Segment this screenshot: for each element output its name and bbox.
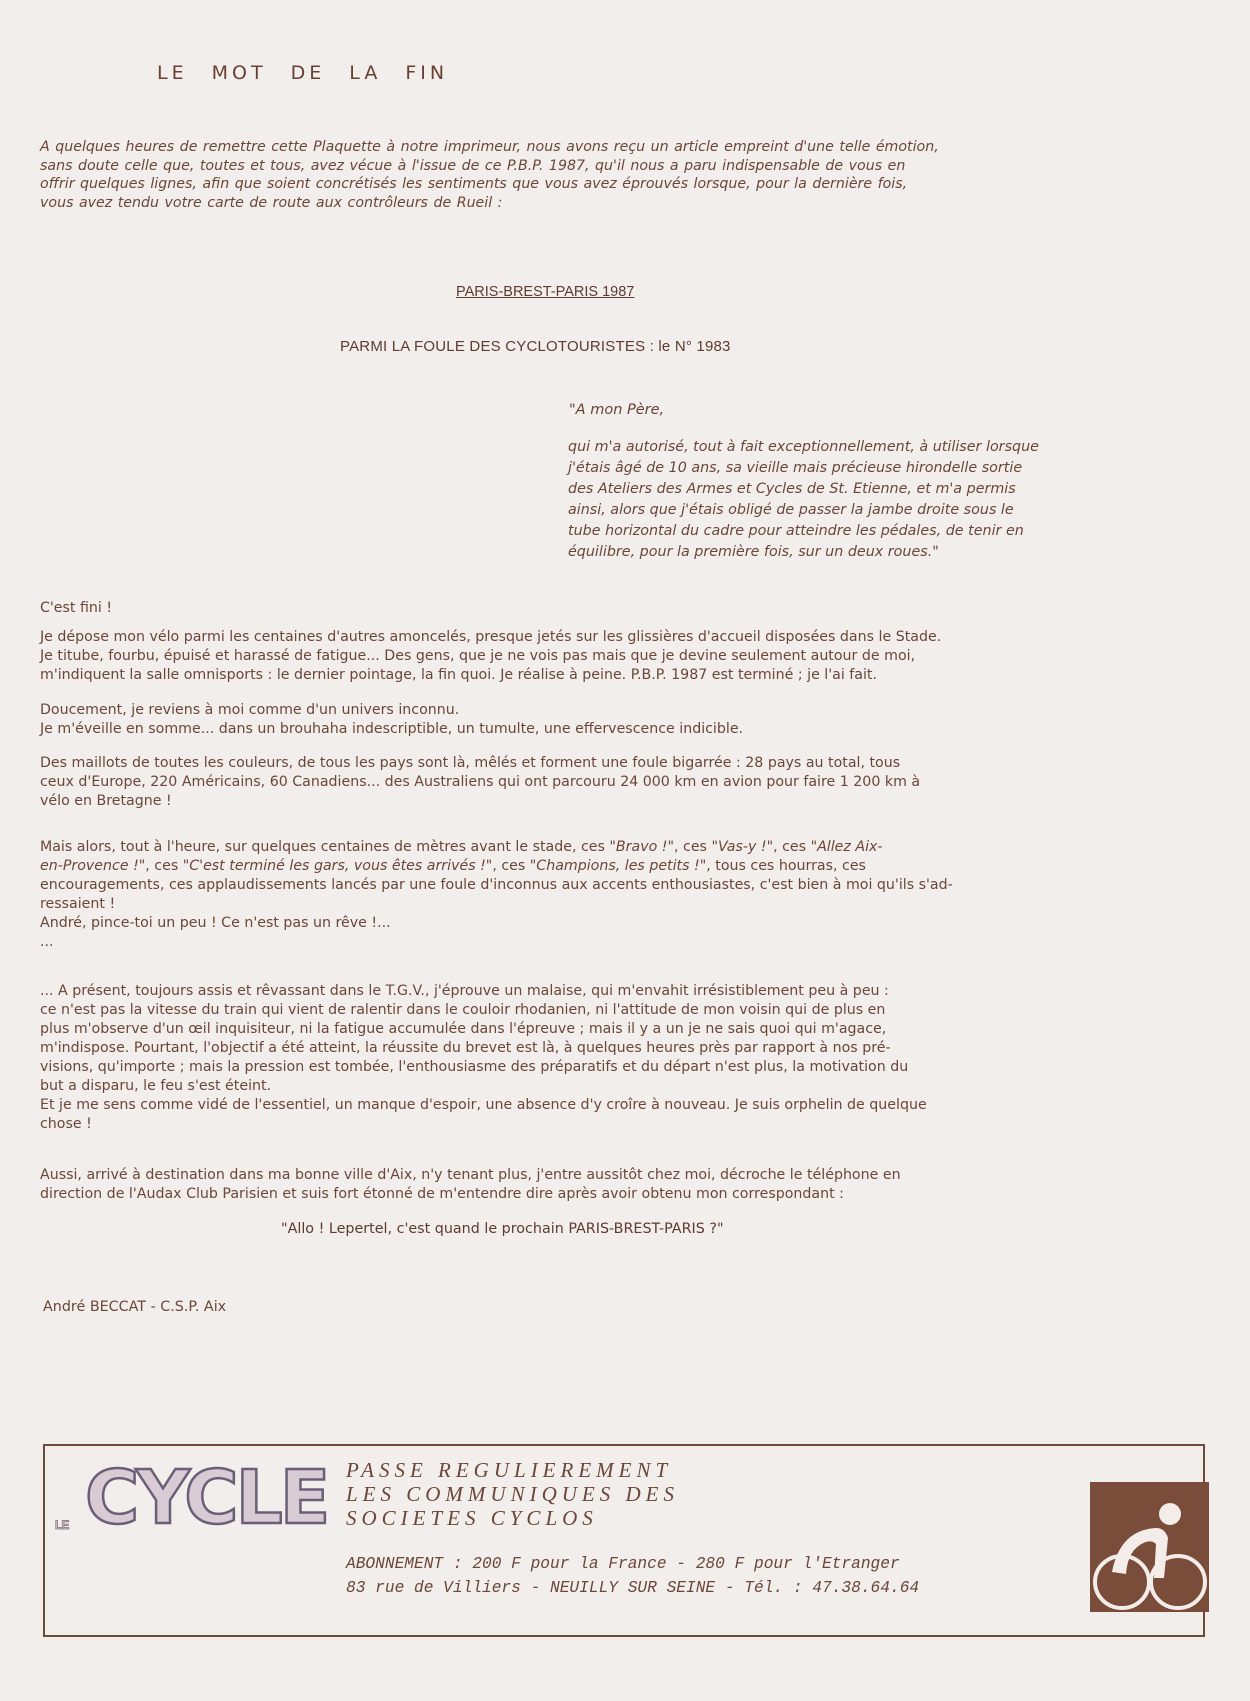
body-line [40,838,1190,857]
quote: "Allez Aix- [810,839,883,855]
body-line: ressaient ! [40,896,116,912]
body-line: Je dépose mon vélo parmi les centaines d'autres amoncelés, presque jetés sur les glissières d'accueil disposées dans le Stade. [40,629,942,645]
final-quote: "Allo ! Lepertel, c'est quand le prochain PARIS-BREST-PARIS ?" [281,1221,724,1237]
subscription-info: ABONNEMENT : 200 F pour la France - 280 F pour l'Etranger [346,1555,900,1573]
body-line: Des maillots de toutes les couleurs, de tous les pays sont là, mêlés et forment une foule bigarrée : 28 pays au total, tous [40,755,901,771]
intro-line: vous avez tendu votre carte de route aux contrôleurs de Rueil : [40,194,503,211]
text: , ces [492,858,530,874]
text: , ces [773,839,811,855]
intro-paragraph [40,138,1120,212]
body-line: vélo en Bretagne ! [40,793,172,809]
paragraph-cest-fini [40,599,1190,618]
text: , ces [674,839,712,855]
ad-contact-info [346,1552,919,1600]
paragraph-tgv [40,982,1190,1134]
dedication-line: j'étais âgé de 10 ans, sa vieille mais précieuse hirondelle sortie [568,460,1023,476]
tagline-line: LES COMMUNIQUES DES [346,1482,679,1506]
body-line [40,857,1190,876]
page-title: LE MOT DE LA FIN [157,62,449,84]
body-line: Doucement, je reviens à moi comme d'un univers inconnu. [40,702,460,718]
body-line: but a disparu, le feu s'est éteint. [40,1078,272,1094]
event-heading: PARIS-BREST-PARIS 1987 [456,284,635,300]
dedication-line: équilibre, pour la première fois, sur un deux roues." [568,544,939,560]
dedication-line: tube horizontal du cadre pour atteindre les pédales, de tenir en [568,523,1024,539]
intro-line: sans doute celle que, toutes et tous, avez vécue à l'issue de ce P.B.P. 1987, qu'il nous a paru indispensable de vous en [40,157,906,174]
body-line: plus m'observe d'un œil inquisiteur, ni la fatigue accumulée dans l'épreuve ; mais il y a un je ne sais quoi qui m'agace, [40,1021,887,1037]
ad-tagline [346,1458,679,1530]
body-line: m'indiquent la salle omnisports : le dernier pointage, la fin quoi. Je réalise à peine. P.B.P. 1987 est terminé ; je l'ai fait. [40,667,877,683]
intro-line: A quelques heures de remettre cette Plaquette à notre imprimeur, nous avons reçu un article empreint d'une telle émotion, [40,139,939,155]
paragraph-phone-call [40,1166,1190,1204]
dedication-line: ainsi, alors que j'étais obligé de passer la jambe droite sous le [568,502,1014,518]
body-line: ... A présent, toujours assis et rêvassant dans le T.G.V., j'éprouve un malaise, qui m'envahit irrésistiblement peu à peu : [40,983,889,999]
body-line: ceux d'Europe, 220 Américains, 60 Canadiens... des Australiens qui ont parcouru 24 000 km en avion pour faire 1 200 km à [40,774,921,790]
body-line: C'est fini ! [40,600,113,616]
text: , ces [145,858,183,874]
subtitle-heading: PARMI LA FOULE DES CYCLOTOURISTES : le N° 1983 [340,338,731,355]
dedication-opening: "A mon Père, [569,402,665,418]
cycle-logo: CYCLE [85,1455,328,1541]
quote: "C'est terminé les gars, vous êtes arrivés !" [182,858,493,874]
body-line: Je m'éveille en somme... dans un brouhaha indescriptible, un tumulte, une effervescence indicible. [40,721,744,737]
cyclist-icon-graphic [1090,1482,1209,1612]
body-line: direction de l'Audax Club Parisien et suis fort étonné de m'entendre dire après avoir obtenu mon correspondant : [40,1186,844,1202]
quote: "Bravo !" [609,839,674,855]
body-line: André, pince-toi un peu ! Ce n'est pas un rêve !... [40,915,391,931]
dedication-line: qui m'a autorisé, tout à fait exceptionnellement, à utiliser lorsque [568,439,1039,455]
body-line: chose ! [40,1116,92,1132]
tagline-line: SOCIETES CYCLOS [346,1506,598,1530]
body-line: m'indispose. Pourtant, l'objectif a été atteint, la réussite du brevet est là, à quelques heures près par rapport à nos pré- [40,1040,891,1056]
address-info: 83 rue de Villiers - NEUILLY SUR SEINE - Tél. : 47.38.64.64 [346,1579,920,1597]
body-line: ce n'est pas la vitesse du train qui vient de ralentir dans le couloir rhodanien, ni l'attitude de mon voisin qui de plus en [40,1002,886,1018]
body-line: Je titube, fourbu, épuisé et harassé de fatigue... Des gens, que je ne vois pas mais que je devine seulement autour de moi, [40,648,916,664]
quote: "Champions, les petits !" [529,858,707,874]
advertisement-box [43,1444,1205,1637]
dedication-text [568,437,1168,563]
paragraph-jerseys [40,754,1190,811]
body-line: encouragements, ces applaudissements lancés par une foule d'inconnus aux accents enthousiastes, c'est bien à moi qu'ils s'ad- [40,877,953,893]
body-line: visions, qu'importe ; mais la pression est tombée, l'enthousiasme des préparatifs et du départ n'est plus, la motivation du [40,1059,909,1075]
body-line: Et je me sens comme vidé de l'essentiel, un manque d'espoir, une absence d'y croîre à nouveau. Je suis orphelin de quelque [40,1097,927,1113]
logo-prefix: LE [55,1518,69,1532]
quote: "Vas-y !" [711,839,774,855]
paragraph-cheers [40,838,1190,952]
text: Mais alors, tout à l'heure, sur quelques centaines de mètres avant le stade, ces [40,839,610,855]
tagline-line: PASSE REGULIEREMENT [346,1458,673,1482]
cyclist-icon [1090,1482,1209,1612]
dedication-line: des Ateliers des Armes et Cycles de St. Etienne, et m'a permis [568,481,1016,497]
body-line: ... [40,934,54,950]
paragraph-arrival [40,628,1190,685]
body-line: Aussi, arrivé à destination dans ma bonne ville d'Aix, n'y tenant plus, j'entre aussitôt chez moi, décroche le téléphone en [40,1167,901,1183]
paragraph-awakening [40,701,1190,739]
quote: en-Provence !" [40,858,146,874]
intro-line: offrir quelques lignes, afin que soient concrétisés les sentiments que vous avez éprouvés lorsque, pour la dernière fois, [40,176,908,192]
author-signature: André BECCAT - C.S.P. Aix [43,1299,227,1315]
text: , tous ces hourras, ces [706,858,866,874]
